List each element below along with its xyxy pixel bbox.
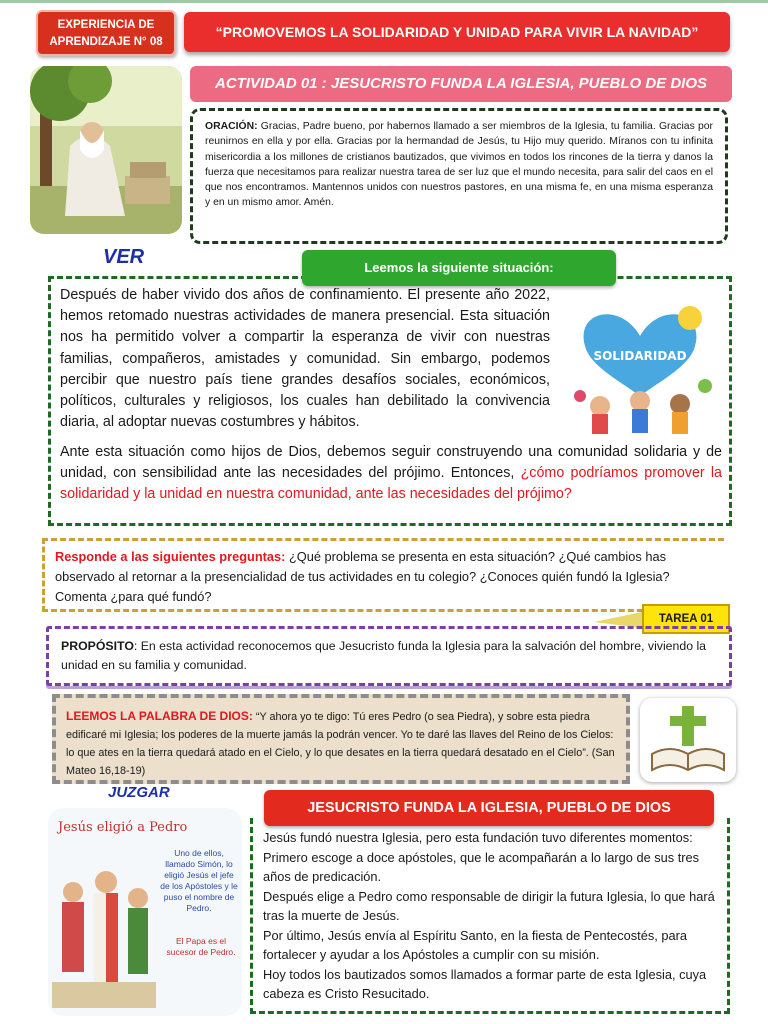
image-caption-1: Uno de ellos, llamado Simón, lo eligió Jesús el jefe de los Apóstoles y le puso el nombre de Pedro. <box>160 848 238 913</box>
prayer-box <box>190 108 728 244</box>
ver-heading: VER <box>103 246 145 268</box>
experiencia-badge <box>36 10 176 56</box>
questions-box <box>42 538 724 612</box>
word-of-god-box <box>52 694 630 784</box>
jesus-eligio-pedro-illustration <box>48 808 242 1016</box>
image-title: Jesús eligió a Pedro <box>58 820 188 835</box>
juzgar-heading: JUZGAR <box>108 784 170 801</box>
juzgar-title: JESUCRISTO FUNDA LA IGLESIA, PUEBLO DE DIOS <box>264 790 714 826</box>
purpose-box <box>46 626 732 686</box>
praying-man-icon <box>30 66 182 234</box>
image-caption-2: El Papa es el sucesor de Pedro. <box>166 936 236 957</box>
activity-title: ACTIVIDAD 01 : JESUCRISTO FUNDA LA IGLESIA, PUEBLO DE DIOS <box>190 66 732 102</box>
apostles-icon <box>48 842 160 1016</box>
solidaridad-word: SOLIDARIDAD <box>593 349 687 363</box>
leemos-banner: Leemos la siguiente situación: <box>302 250 616 286</box>
bible-illustration <box>640 698 736 782</box>
foundation-line: Primero escoge a doce apóstoles, que le acompañarán a lo largo de sus tres años de predicación. <box>263 849 700 884</box>
foundation-box <box>250 818 730 1014</box>
situation-paragraph-2-text: Ante esta situación como hijos de Dios, debemos seguir construyendo una comunidad solidaria y de unidad, con sensibilidad ante las necesidades del prójimo. Entonces, <box>60 444 722 482</box>
purpose-label: PROPÓSITO <box>61 639 134 653</box>
prayer-text: Gracias, Padre bueno, por habernos llamado a ser miembros de la Iglesia, tu familia. Gracias por reunirnos en ella y por ella. Gracias por la hermandad de Jesús, tu Hijo muy querido. Míranos con tu infinita misericordia a los millones de cristianos bautizados, que vivimos en todos los rincones de la tierra y danos la fuerza que necesitamos para realizar nuestra tarea de ser luz que el mundo necesita, para salir del caos en el que nos encontramos. Mantennos unidos con nuestros pastores, en una misma fe, en una misma esperanza y en un mismo amor. Amén. <box>205 121 714 209</box>
foundation-line: Jesús fundó nuestra Iglesia, pero esta fundación tuvo diferentes momentos: <box>263 830 693 845</box>
foundation-line: Después elige a Pedro como responsable de dirigir la futura Iglesia, lo que hará tras la muerte de Jesús. <box>263 888 715 923</box>
questions-label: Responde a las siguientes preguntas: <box>55 549 286 564</box>
experiencia-line2: APRENDIZAJE N° 08 <box>49 36 163 48</box>
purpose-text: : En esta actividad reconocemos que Jesucristo funda la Iglesia para la salvación del hombre, viviendo la unidad en su familia y comunidad. <box>61 639 707 672</box>
solidaridad-illustration <box>560 296 720 436</box>
situation-paragraph-2 <box>60 442 722 506</box>
foundation-line: Hoy todos los bautizados somos llamados a formar parte de esta Iglesia, cuya cabeza es Cristo Resucitado. <box>263 966 707 1001</box>
tarea-badge: TAREA 01 <box>642 604 730 634</box>
title-banner: “PROMOVEMOS LA SOLIDARIDAD Y UNIDAD PARA VIVIR LA NAVIDAD” <box>184 12 730 52</box>
prayer-label: ORACIÓN: <box>205 121 258 132</box>
praying-man-illustration <box>30 66 182 234</box>
top-rule <box>0 0 768 3</box>
bible-cross-icon <box>640 698 736 782</box>
word-of-god-text: “Y ahora yo te digo: Tú eres Pedro (o sea Piedra), y sobre esta piedra edificaré mi Iglesia; los poderes de la muerte jamás la podrán vencer. Yo te daré las llaves del Reino de los Cielos: lo que ates en la tierra quedará atado en el Cielo, y lo que desates en la tierra quedará desatado en el Cielo”. (San Mateo 16,18-19) <box>66 711 615 777</box>
situation-question: ¿cómo podríamos promover la solidaridad y la unidad en nuestra comunidad, ante las necesidades del prójimo? <box>60 465 723 503</box>
situation-paragraph-1: Después de haber vivido dos años de confinamiento. El presente año 2022, hemos retomado nuestras actividades de manera presencial. Esta situación nos ha permitido volver a compartir la esperanza de vivir con nuestras familias, compañeros, amistades y comunidad. Sin embargo, podemos percibir que nuestro país tiene grandes desafíos sociales, económicos, políticos, culturales y religiosos, los cuales han debilitado la convivencia diaria, al adoptar nuevas costumbres y hábitos. <box>60 287 550 431</box>
experiencia-line1: EXPERIENCIA DE <box>57 19 155 31</box>
word-of-god-label: LEEMOS LA PALABRA DE DIOS: <box>66 709 253 723</box>
questions-text: ¿Qué problema se presenta en esta situación? ¿Qué cambios has observado al retornar a la presencialidad de tus actividades en tu colegio? ¿Conoces quién fundó la Iglesia? Comenta ¿para qué fundó? <box>55 549 670 604</box>
foundation-line: Por último, Jesús envía al Espíritu Santo, en la fiesta de Pentecostés, para fortalecer y ayudar a los Apóstoles a cumplir con su misión. <box>263 927 687 962</box>
